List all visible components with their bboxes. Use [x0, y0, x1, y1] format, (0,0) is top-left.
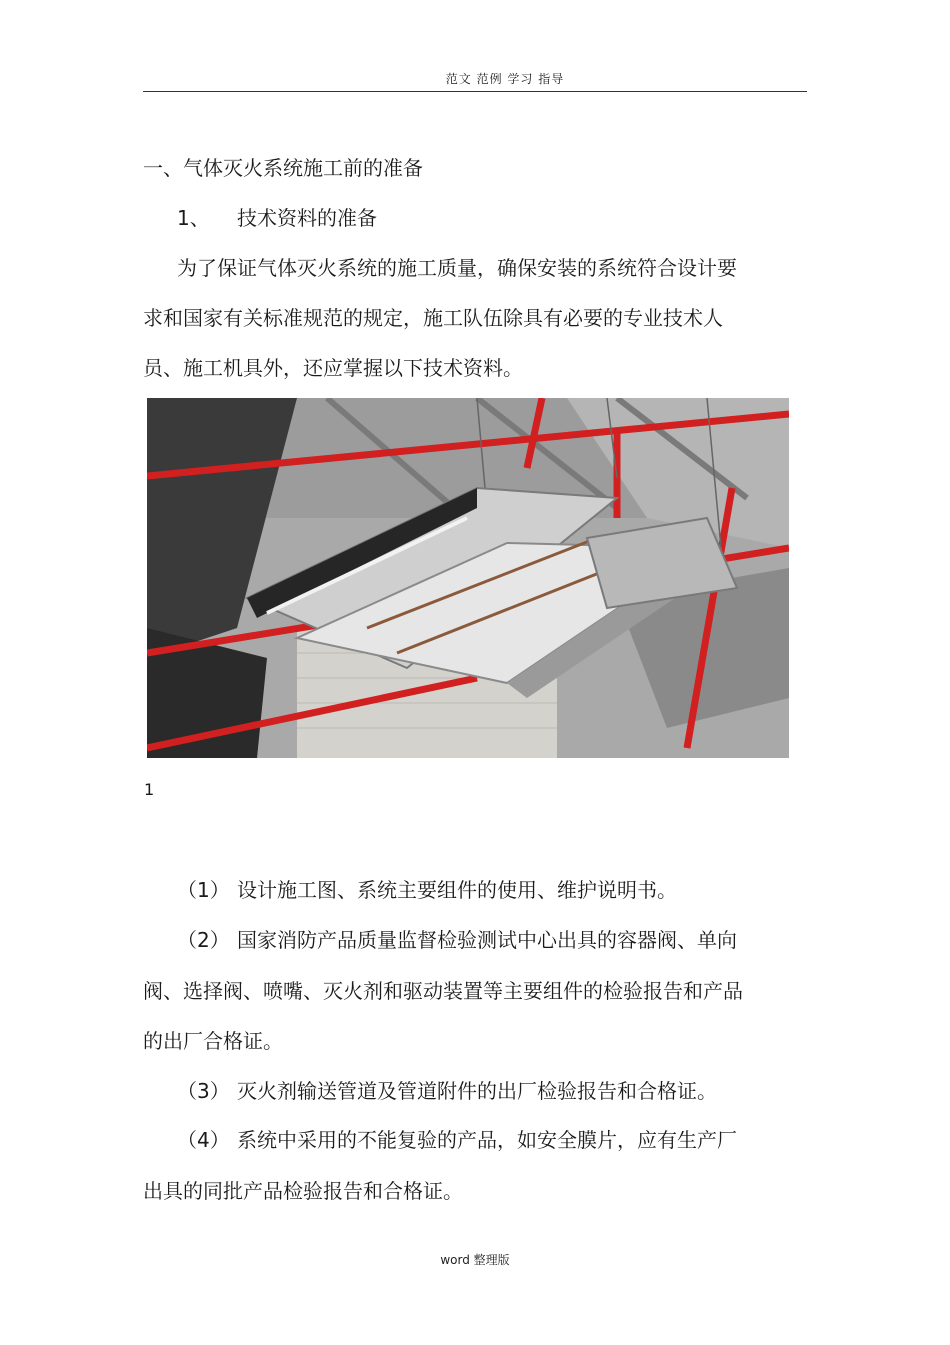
- subsection-title: 技术资料的准备: [237, 206, 377, 230]
- list-item-number: （4）: [177, 1128, 230, 1152]
- list-item-continuation: 出具的同批产品检验报告和合格证。: [143, 1179, 463, 1203]
- page-footer: word 整理版: [440, 1253, 510, 1267]
- intro-line-3: 员、施工机具外，还应掌握以下技术资料。: [143, 356, 523, 380]
- page-header: 范文 范例 学习 指导: [445, 72, 565, 86]
- header-divider: [143, 91, 807, 92]
- list-item-continuation: 阀、选择阀、喷嘴、灭火剂和驱动装置等主要组件的检验报告和产品: [143, 979, 743, 1003]
- list-item-text: 灭火剂输送管道及管道附件的出厂检验报告和合格证。: [237, 1079, 717, 1103]
- ceiling-duct-photo: [147, 398, 789, 758]
- list-item-number: （3）: [177, 1079, 230, 1103]
- figure-number: 1: [144, 780, 155, 799]
- list-item-continuation: 的出厂合格证。: [143, 1029, 283, 1053]
- list-item: [177, 1126, 737, 1154]
- section-title: 一、气体灭火系统施工前的准备: [143, 156, 423, 180]
- subsection-heading: [177, 204, 377, 232]
- list-item-number: （1）: [177, 878, 230, 902]
- list-item-text: 系统中采用的不能复验的产品，如安全膜片，应有生产厂: [237, 1128, 737, 1152]
- list-item: [177, 876, 677, 904]
- list-item-text: 设计施工图、系统主要组件的使用、维护说明书。: [237, 878, 677, 902]
- list-item-number: （2）: [177, 928, 230, 952]
- subsection-number: 1、: [177, 206, 210, 230]
- list-item: [177, 1077, 717, 1105]
- intro-line-1: 为了保证气体灭火系统的施工质量，确保安装的系统符合设计要: [177, 256, 737, 280]
- list-item-text: 国家消防产品质量监督检验测试中心出具的容器阀、单向: [237, 928, 737, 952]
- intro-line-2: 求和国家有关标准规范的规定，施工队伍除具有必要的专业技术人: [143, 306, 723, 330]
- list-item: [177, 926, 737, 954]
